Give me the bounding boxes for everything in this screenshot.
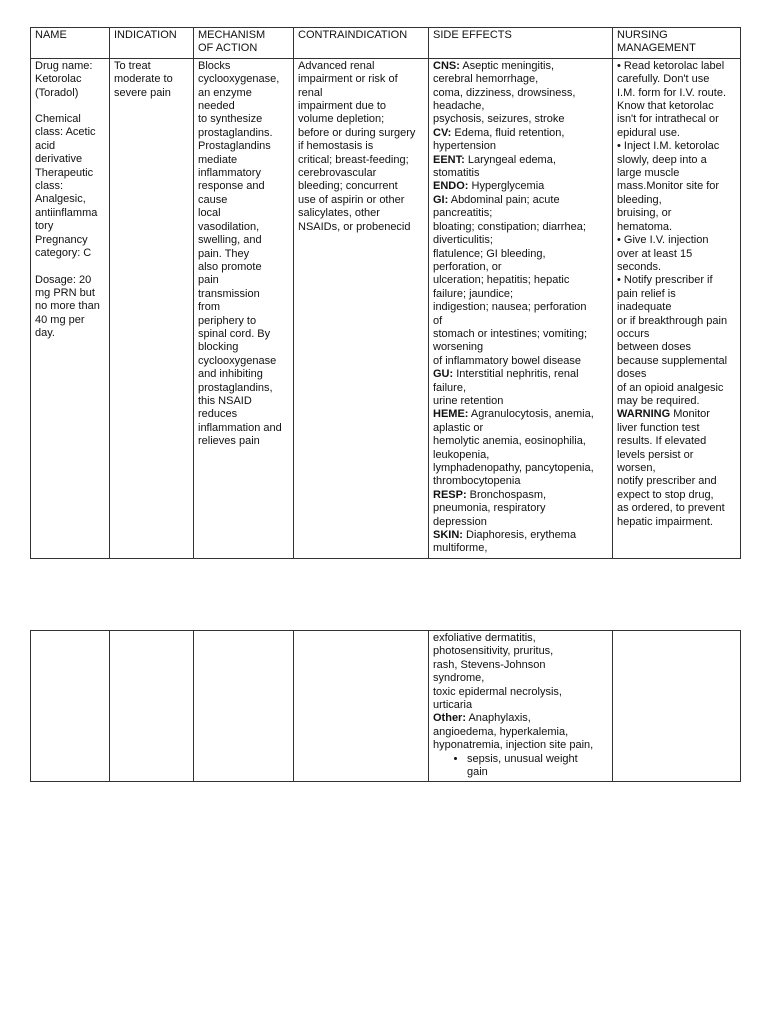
nursing-note: • Inject I.M. ketorolac slowly, deep into a large muscle mass.Monitor site for bleeding, bruising, or hematoma. <box>617 140 720 233</box>
other-label: Other: <box>433 712 466 725</box>
side-effect-cv: CV: Edema, fluid retention, hypertension <box>433 126 565 153</box>
mechanism-cell: Blocks cyclooxygenase, an enzyme needed to synthesize prostaglandins. Prostaglandins mediate inflammatory response and cause local vasodilation, swelling, and pain. They also promote pain transmission from periphery to spinal cord. By blocking cyclooxygenase and inhibiting prostaglandins, this NSAID reduces inflammation and relieves pain <box>194 58 294 558</box>
side-effects-cell-continued <box>429 631 613 782</box>
side-effect-endo: ENDO: Hyperglycemia <box>433 180 545 193</box>
side-effect-gi: GI: Abdominal pain; acute pancreatitis; bloating; constipation; diarrhea; diverticulitis; flatulence; GI bleeding, perforation, or ulceration; hepatitis; hepatic failure; jaundice; indigestion; nausea; perforation of stomach or intestines; vomiting; worsening of inflammatory bowel disease <box>433 193 588 367</box>
side-effect-eent: EENT: Laryngeal edema, stomatitis <box>433 153 556 180</box>
nursing-note: • Notify prescriber if pain relief is inadequate or if breakthrough pain occurs between doses because supplemental doses of an opioid analgesic may be required. <box>617 274 728 407</box>
nursing-management-cell <box>613 58 741 558</box>
name-cell <box>31 58 110 558</box>
drug-name: Drug name: Ketorolac (Toradol) <box>35 59 93 99</box>
table-header-row <box>31 28 741 59</box>
warning-label: WARNING <box>617 408 671 421</box>
side-effect-skin: SKIN: Diaphoresis, erythema multiforme, <box>433 529 577 555</box>
nursing-cell-empty <box>613 631 741 782</box>
drug-table-page-2 <box>30 630 741 782</box>
indication-cell: To treat moderate to severe pain <box>110 58 194 558</box>
contraindication-cell-empty <box>294 631 429 782</box>
contraindication-cell: Advanced renal impairment or risk of renal impairment due to volume depletion; before or during surgery if hemostasis is critical; breast-feeding; cerebrovascular bleeding; concurrent use of aspirin or other salicylates, other NSAIDs, or probenecid <box>294 58 429 558</box>
side-effect-skin-continued: exfoliative dermatitis, photosensitivity, pruritus, rash, Stevens-Johnson syndrome, toxic epidermal necrolysis, urticaria <box>433 632 562 712</box>
side-effect-gu: GU: Interstitial nephritis, renal failure, urine retention <box>433 368 579 407</box>
nursing-note: • Give I.V. injection over at least 15 seconds. <box>617 234 709 273</box>
table-row <box>31 631 741 782</box>
table-row <box>31 58 741 558</box>
drug-classification: Chemical class: Acetic acid derivative Therapeutic class: Analgesic, antiinflamma tory Pregnancy category: C <box>35 113 98 260</box>
nursing-warning <box>617 408 736 529</box>
drug-dosage: Dosage: 20 mg PRN but no more than 40 mg per day. <box>35 273 100 340</box>
name-cell-empty <box>31 631 110 782</box>
side-effect-resp: RESP: Bronchospasm, pneumonia, respiratory depression <box>433 488 547 528</box>
side-effects-cell <box>429 58 613 558</box>
header-mechanism: MECHANISM OF ACTION <box>194 28 294 59</box>
mechanism-cell-empty <box>194 631 294 782</box>
drug-table-page-1 <box>30 27 741 559</box>
indication-cell-empty <box>110 631 194 782</box>
side-effect-other: Other: Anaphylaxis, angioedema, hyperkalemia, hyponatremia, injection site pain, <box>433 712 594 752</box>
side-effect-heme: HEME: Agranulocytosis, anemia, aplastic or hemolytic anemia, eosinophilia, leukopenia, lymphadenopathy, pancytopenia, thrombocytopenia <box>433 408 594 488</box>
nursing-note: • Read ketorolac label carefully. Don't use I.M. form for I.V. route. Know that ketorolac isn't for intrathecal or epidural use. <box>617 59 727 139</box>
header-nursing-management: NURSING MANAGEMENT <box>613 28 741 59</box>
header-indication: INDICATION <box>110 28 194 59</box>
warning-text: Monitor liver function test results. If elevated levels persist or worsen, notify prescriber and expect to stop drug, as ordered, to prevent hepatic impairment. <box>617 408 725 528</box>
bullet-list <box>433 753 608 780</box>
header-side-effects: SIDE EFFECTS <box>429 28 613 59</box>
header-name: NAME <box>31 28 110 59</box>
list-item: • sepsis, unusual weight gain <box>467 753 608 780</box>
header-contraindication: CONTRAINDICATION <box>294 28 429 59</box>
side-effect-cns: CNS: Aseptic meningitis, cerebral hemorrhage, coma, dizziness, drowsiness, headache, psychosis, seizures, stroke <box>433 59 576 126</box>
